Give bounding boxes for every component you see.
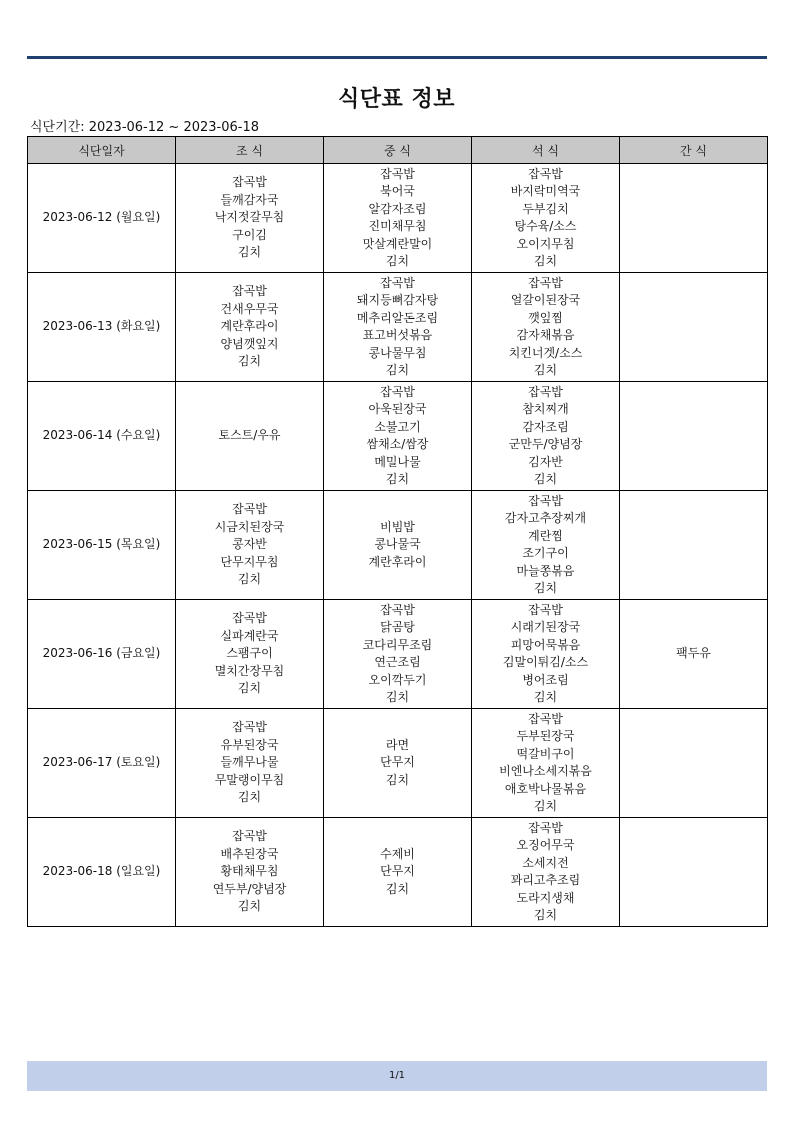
menu-item: 김치 [533,581,558,595]
menu-item: 시래기된장국 [510,620,581,634]
menu-item: 계란후라이 [220,319,279,334]
header-breakfast: 조 식 [176,137,324,164]
lunch-cell [324,273,472,382]
snack-cell [620,818,768,927]
footer-bar [27,1061,767,1091]
lunch-cell [324,382,472,491]
menu-item: 비빔밥 [380,519,415,534]
snack-cell [620,491,768,600]
menu-item: 구이김 [232,227,267,242]
menu-item: 김치 [237,681,262,696]
menu-item: 잡곡밥 [528,493,563,508]
dinner-cell [472,491,620,600]
table-row [28,709,768,818]
menu-item: 김치 [237,354,262,369]
snack-cell [620,273,768,382]
menu-item: 양념깻잎지 [220,336,279,351]
snack-cell [620,382,768,491]
lunch-cell [324,600,472,709]
page-number: 1/1 [388,1070,406,1081]
menu-item: 들깨무나물 [220,755,279,770]
menu-item: 김자반 [528,454,563,469]
breakfast-cell [176,818,324,927]
menu-item: 북어국 [380,184,415,198]
menu-item: 잡곡밥 [528,711,563,726]
menu-item: 아욱된장국 [368,402,427,416]
menu-item: 잡곡밥 [380,384,415,399]
menu-item: 잡곡밥 [232,284,267,299]
menu-item: 잡곡밥 [232,502,267,517]
header-dinner: 석 식 [472,137,620,164]
menu-item: 건새우무국 [220,301,279,316]
menu-item: 단무지 [380,755,415,770]
menu-item: 떡갈비구이 [516,746,575,761]
table-row [28,600,768,709]
menu-item: 김치 [385,472,410,486]
dinner-cell [472,709,620,818]
menu-item: 김치 [385,254,410,268]
lunch-cell [324,491,472,600]
menu-item: 김치 [385,363,410,377]
menu-item: 김치 [533,363,558,377]
table-header-row [28,137,768,164]
breakfast-cell [176,273,324,382]
date-cell: 2023-06-12 (월요일) [28,164,176,273]
date-cell: 2023-06-13 (화요일) [28,273,176,382]
menu-item: 잡곡밥 [380,602,415,617]
menu-item: 맛살계란말이 [362,236,433,251]
menu-item: 김말이튀김/소스 [502,655,589,669]
menu-item: 도라지생채 [516,890,575,905]
menu-item: 닭곰탕 [380,620,415,634]
menu-item: 김치 [533,799,558,813]
menu-item: 탕수육/소스 [514,219,577,233]
menu-item: 두부된장국 [516,729,575,743]
dinner-cell [472,600,620,709]
menu-period: 식단기간: 2023-06-12 ~ 2023-06-18 [30,120,260,135]
menu-item: 오이깍두기 [368,672,427,687]
date-cell: 2023-06-17 (토요일) [28,709,176,818]
menu-item: 김치 [533,908,558,922]
menu-item: 소불고기 [374,419,421,434]
menu-item: 토스트/우유 [218,428,281,443]
menu-item: 잡곡밥 [528,166,563,181]
meal-table [27,136,768,927]
menu-item: 마늘쫑볶음 [516,563,575,578]
menu-item: 김치 [237,790,262,805]
menu-item: 깻잎찜 [528,310,563,325]
header-snack: 간 식 [620,137,768,164]
menu-item: 코다리무조림 [362,637,433,652]
snack-cell [620,164,768,273]
menu-item: 팩두유 [676,646,711,661]
menu-item: 잡곡밥 [232,175,267,190]
menu-item: 라면 [385,737,410,752]
menu-item: 비엔나소세지볶음 [499,764,592,778]
menu-item: 잡곡밥 [232,829,267,844]
table-row [28,273,768,382]
menu-item: 잡곡밥 [380,166,415,181]
menu-item: 피망어묵볶음 [510,637,581,652]
menu-item: 연두부/양념장 [212,881,287,896]
date-cell: 2023-06-14 (수요일) [28,382,176,491]
menu-item: 애호박나물볶음 [504,781,587,796]
menu-item: 김치 [533,472,558,486]
date-cell: 2023-06-18 (일요일) [28,818,176,927]
date-cell: 2023-06-15 (목요일) [28,491,176,600]
menu-item: 잡곡밥 [232,611,267,626]
header-date: 식단일자 [28,137,176,164]
menu-item: 진미채무침 [368,219,427,233]
table-row [28,164,768,273]
dinner-cell [472,164,620,273]
menu-item: 김치 [237,245,262,260]
menu-item: 꽈리고추조림 [510,873,581,887]
menu-item: 콩자반 [232,537,267,552]
menu-item: 멸치간장무침 [214,663,285,678]
menu-item: 유부된장국 [220,737,279,752]
menu-item: 계란후라이 [368,554,427,569]
menu-item: 단무지무침 [220,554,279,569]
menu-item: 참치찌개 [522,402,569,416]
menu-item: 시금치된장국 [214,519,285,534]
menu-item: 오이지무침 [516,236,575,251]
snack-cell [620,709,768,818]
menu-item: 김치 [385,690,410,704]
menu-item: 소세지전 [522,855,569,870]
menu-item: 김치 [385,772,410,787]
menu-item: 단무지 [380,864,415,879]
menu-item: 낙지젓갈무침 [214,210,285,225]
menu-item: 연근조림 [374,655,421,669]
menu-item: 조기구이 [522,546,569,560]
dinner-cell [472,818,620,927]
menu-item: 계란찜 [528,528,563,543]
menu-item: 바지락미역국 [510,184,581,198]
table-row [28,382,768,491]
header-lunch: 중 식 [324,137,472,164]
menu-item: 황태채무침 [220,864,279,879]
page-title: 식단표 정보 [338,87,455,112]
lunch-cell [324,164,472,273]
menu-item: 군만두/양념장 [508,437,583,451]
menu-item: 잡곡밥 [528,275,563,290]
menu-item: 잡곡밥 [232,720,267,735]
menu-item: 감자고추장찌개 [504,511,587,525]
menu-item: 김치 [237,899,262,914]
snack-cell [620,600,768,709]
menu-item: 얼갈이된장국 [510,293,581,307]
menu-item: 수제비 [380,846,415,861]
menu-item: 병어조림 [522,672,569,687]
header-rule [27,56,767,59]
lunch-cell [324,818,472,927]
menu-item: 콩나물국 [374,537,421,552]
menu-item: 배추된장국 [220,846,279,861]
menu-item: 김치 [385,881,410,896]
table-row [28,818,768,927]
menu-item: 오징어무국 [516,838,575,852]
menu-item: 김치 [533,254,558,268]
menu-item: 표고버섯볶음 [362,328,433,342]
menu-item: 돼지등뼈감자탕 [356,293,439,307]
menu-item: 콩나물무침 [368,345,427,360]
menu-item: 잡곡밥 [528,602,563,617]
menu-item: 김치 [237,572,262,587]
menu-item: 알감자조림 [368,201,427,216]
menu-item: 잡곡밥 [528,820,563,835]
menu-item: 무말랭이무침 [214,772,285,787]
menu-item: 메밀나물 [374,454,421,469]
menu-item: 잡곡밥 [380,275,415,290]
dinner-cell [472,382,620,491]
breakfast-cell [176,164,324,273]
dinner-cell [472,273,620,382]
menu-item: 잡곡밥 [528,384,563,399]
date-cell: 2023-06-16 (금요일) [28,600,176,709]
menu-item: 치킨너겟/소스 [508,345,583,360]
table-row [28,491,768,600]
lunch-cell [324,709,472,818]
menu-item: 스팸구이 [226,646,273,661]
breakfast-cell [176,382,324,491]
menu-item: 김치 [533,690,558,704]
menu-item: 감자조림 [522,419,569,434]
menu-item: 감자채볶음 [516,328,575,342]
breakfast-cell [176,491,324,600]
breakfast-cell [176,600,324,709]
breakfast-cell [176,709,324,818]
menu-item: 메추리알돈조림 [356,310,439,325]
menu-item: 들깨감자국 [220,192,279,207]
menu-item: 실파계란국 [220,628,279,643]
menu-item: 두부김치 [522,201,569,216]
menu-item: 쌈채소/쌈장 [366,437,429,451]
